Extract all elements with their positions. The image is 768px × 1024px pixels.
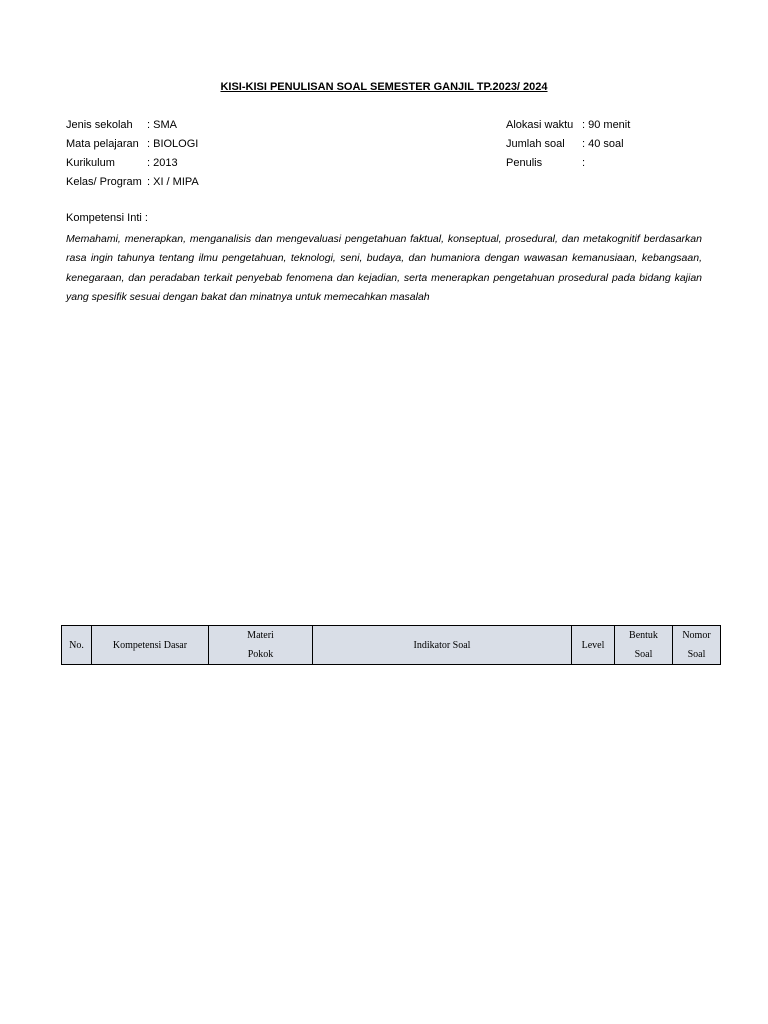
school-info: [66, 116, 199, 192]
kompetensi-inti-text: Memahami, menerapkan, menganalisis dan mengevaluasi pengetahuan faktual, konseptual, prosedural, dan metakognitif berdasarkan rasa ingin tahunya tentang ilmu pengetahuan, teknologi, seni, budaya, dan humaniora dengan wawasan kemanusiaan, kebangsaan, kenegaraan, dan peradaban terkait penyebab fenomena dan kejadian, serta menerapkan pengetahuan prosedural pada bidang kajian yang spesifik sesuai dengan bakat dan minatnya untuk memecahkan masalah: [66, 233, 702, 304]
col-header-indikator-soal: Indikator Soal: [313, 626, 572, 665]
kisi-kisi-table: [61, 625, 721, 665]
info-label: Kelas/ Program: [66, 176, 142, 188]
info-value: : 40 soal: [582, 138, 624, 150]
info-row-kurikulum: [66, 154, 199, 173]
header-line: Materi: [247, 630, 274, 641]
table-header-row: [62, 626, 721, 665]
info-value: : 2013: [147, 157, 178, 169]
header-line: Soal: [687, 649, 706, 660]
info-row-jenis-sekolah: [66, 116, 199, 135]
col-header-materi-pokok: [209, 626, 313, 665]
info-label: Jenis sekolah: [66, 119, 133, 131]
col-header-level: Level: [572, 626, 615, 665]
info-value: : XI / MIPA: [147, 176, 199, 188]
info-value: : 90 menit: [582, 119, 631, 131]
info-row-kelas-program: [66, 173, 199, 192]
info-value: : BIOLOGI: [147, 138, 199, 150]
info-row-jumlah-soal: [506, 135, 630, 154]
header-line: Pokok: [247, 649, 274, 660]
exam-info: [506, 116, 630, 173]
info-label: Mata pelajaran: [66, 138, 139, 150]
header-line: Soal: [634, 649, 653, 660]
info-row-penulis: [506, 154, 630, 173]
col-header-bentuk-soal: [615, 626, 673, 665]
info-value: : SMA: [147, 119, 177, 131]
info-label: Alokasi waktu: [506, 119, 574, 131]
col-header-kompetensi-dasar: Kompetensi Dasar: [92, 626, 209, 665]
kompetensi-inti-label: Kompetensi Inti :: [66, 212, 148, 224]
header-line: Nomor: [682, 630, 711, 641]
header-line: Bentuk: [629, 630, 658, 641]
info-row-mata-pelajaran: [66, 135, 199, 154]
col-header-nomor-soal: [673, 626, 721, 665]
info-row-alokasi-waktu: [506, 116, 630, 135]
col-header-no: No.: [62, 626, 92, 665]
info-value: :: [582, 157, 586, 169]
info-label: Kurikulum: [66, 157, 115, 169]
info-label: Jumlah soal: [506, 138, 565, 150]
document-title: KISI-KISI PENULISAN SOAL SEMESTER GANJIL TP.2023/ 2024: [220, 81, 548, 93]
info-label: Penulis: [506, 157, 543, 169]
